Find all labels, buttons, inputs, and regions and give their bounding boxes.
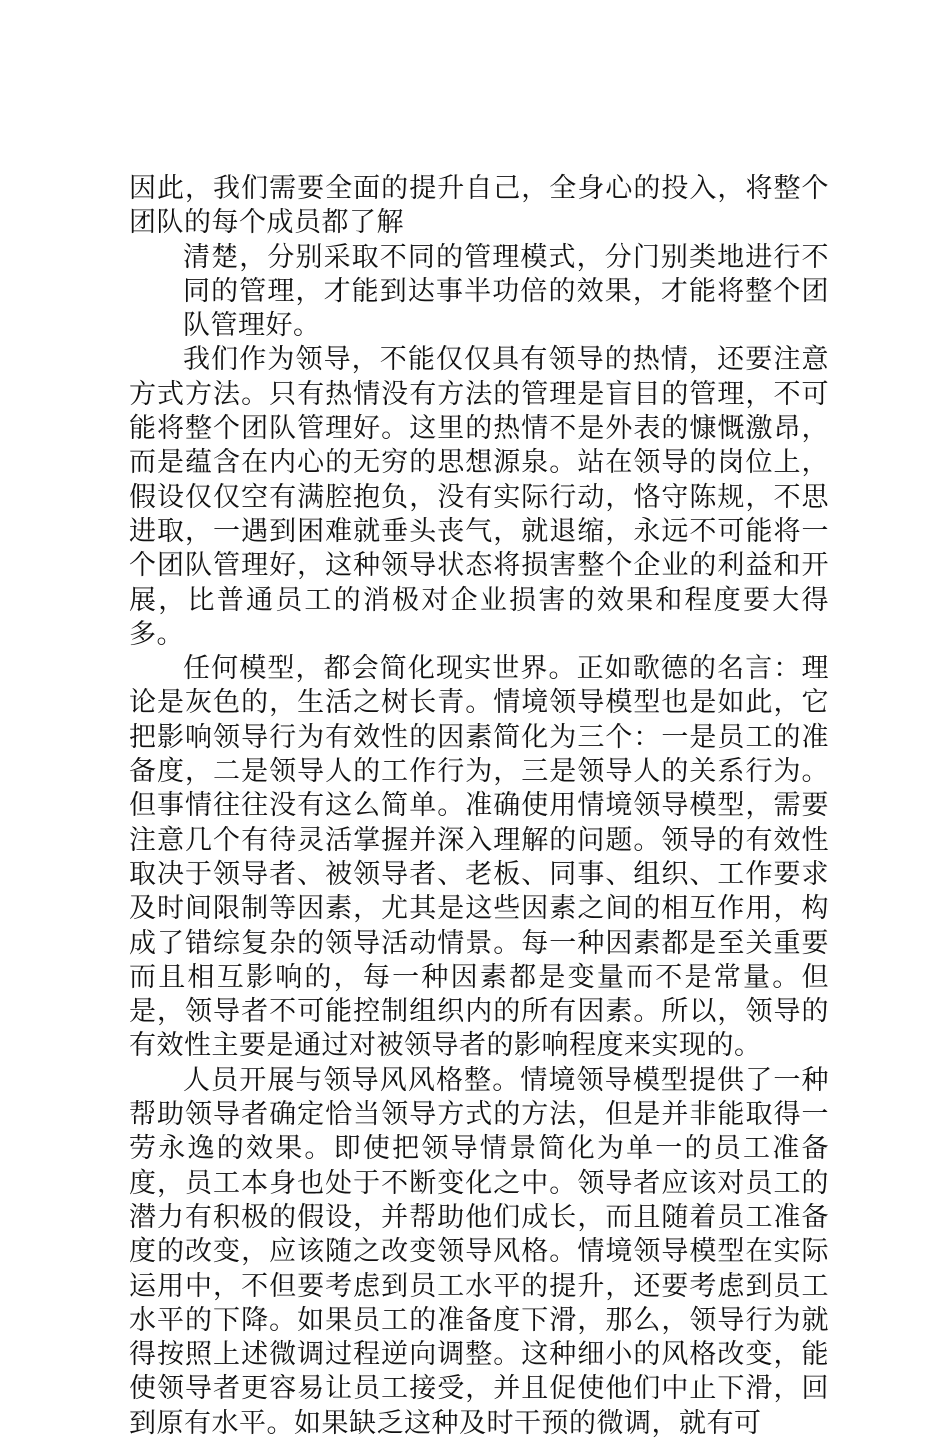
paragraph-style-adjustment: 人员开展与领导风风格整。情境领导模型提供了一种帮助领导者确定恰当领导方式的方法，但是并非能取得一劳永逸的效果。即使把领导情景简化为单一的员工准备度，员工本身也处于不断变化之中。领导者应该对员工的潜力有积极的假设，并帮助他们成长，而且随着员工准备度的改变，应该随之改变领导风格。情境领导模型在实际运用中，不但要考虑到员工水平的提升，还要考虑到员工水平的下降。如果员工的准备度下滑，那么，领导行为就得按照上述微调过程逆向调整。这种细小的风格改变，能使领导者更容易让员工接受，并且促使他们中止下滑，回到原有水平。如果缺乏这种及时干预的微调，就有可: [129, 1064, 829, 1439]
paragraph-continuation: 清楚，分别采取不同的管理模式，分门别类地进行不同的管理，才能到达事半功倍的效果，才能将整个团队管理好。: [183, 241, 829, 342]
document-body: [129, 172, 829, 1441]
paragraph-intro: 因此，我们需要全面的提升自己，全身心的投入，将整个团队的每个成员都了解: [129, 173, 829, 239]
paragraph-leadership-methods: 我们作为领导，不能仅仅具有领导的热情，还要注意方式方法。只有热情没有方法的管理是盲目的管理，不可能将整个团队管理好。这里的热情不是外表的慷慨激昂，而是蕴含在内心的无穷的思想源泉。站在领导的岗位上，假设仅仅空有满腔抱负，没有实际行动，恪守陈规，不思进取，一遇到困难就垂头丧气，就退缩，永远不可能将一个团队管理好，这种领导状态将损害整个企业的利益和开展，比普通员工的消极对企业损害的效果和程度要大得多。: [129, 344, 829, 650]
paragraph-situational-model: 任何模型，都会简化现实世界。正如歌德的名言：理论是灰色的，生活之树长青。情境领导模型也是如此，它把影响领导行为有效性的因素简化为三个：一是员工的准备度，二是领导人的工作行为，三是领导人的关系行为。但事情往往没有这么简单。准确使用情境领导模型，需要注意几个有待灵活掌握并深入理解的问题。领导的有效性取决于领导者、被领导者、老板、同事、组织、工作要求及时间限制等因素，尤其是这些因素之间的相互作用，构成了错综复杂的领导活动情景。每一种因素都是至关重要而且相互影响的，每一种因素都是变量而不是常量。但是，领导者不可能控制组织内的所有因素。所以，领导的有效性主要是通过对被领导者的影响程度来实现的。: [129, 653, 829, 1062]
